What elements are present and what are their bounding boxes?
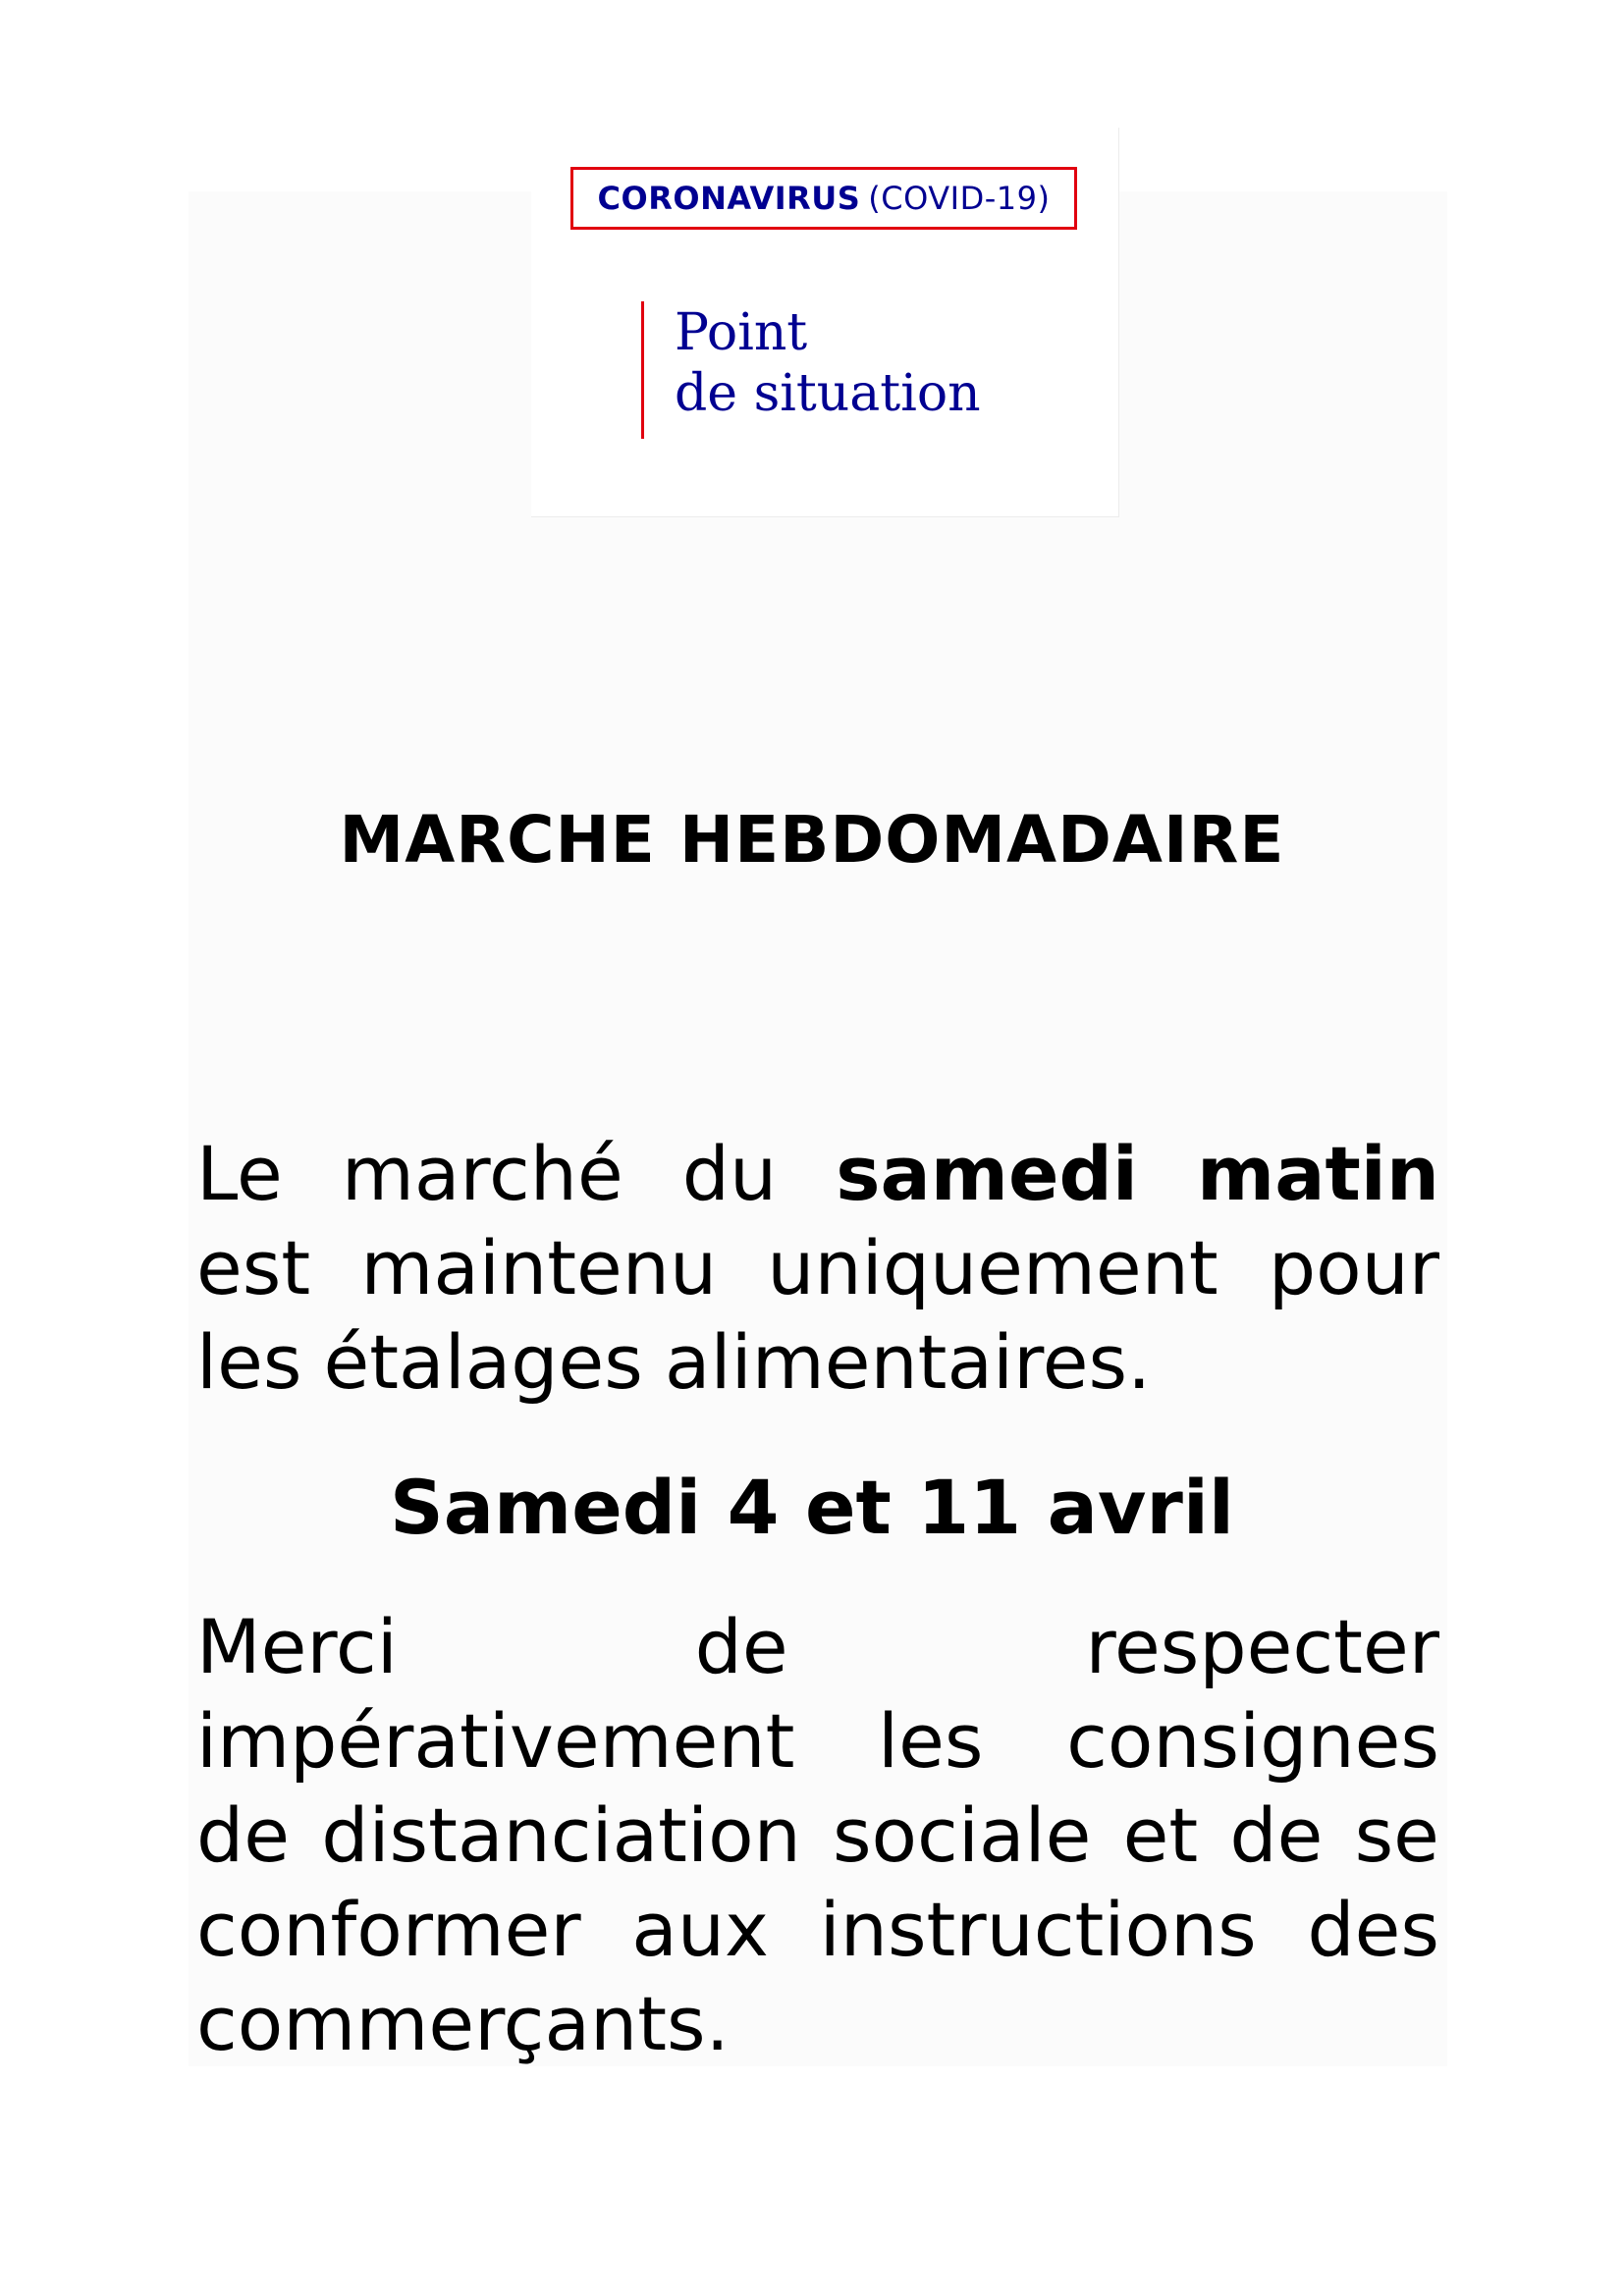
word: distanciation [321, 1791, 801, 1879]
paragraph-line [196, 1883, 1439, 1977]
word: se [1354, 1791, 1439, 1879]
word: maintenu [360, 1224, 718, 1311]
word: les [196, 1318, 302, 1406]
paragraph-line [196, 1977, 1439, 2071]
logo-banner-bold: CORONAVIRUS [597, 180, 861, 217]
word: et [1122, 1791, 1199, 1879]
word: consignes [1066, 1697, 1439, 1785]
announcement-paragraph [196, 1127, 1439, 1410]
page-title: MARCHE HEBDOMADAIRE [339, 802, 1285, 878]
paragraph-line [196, 1127, 1439, 1221]
covid-logo [531, 128, 1119, 517]
paragraph-line [196, 1315, 1439, 1410]
word: sociale [832, 1791, 1092, 1879]
word: Merci [196, 1603, 398, 1690]
word: de [694, 1603, 788, 1690]
paragraph-line [196, 1694, 1439, 1789]
word-bold: samedi [836, 1130, 1138, 1217]
logo-divider [641, 301, 644, 439]
logo-text [675, 302, 981, 424]
word: des [1307, 1886, 1439, 1973]
logo-banner [570, 167, 1077, 230]
logo-line-1: Point [675, 303, 808, 362]
logo-banner-light: (COVID-19) [868, 180, 1051, 217]
paragraph-line [196, 1600, 1439, 1694]
word: uniquement [767, 1224, 1218, 1311]
word: est [196, 1224, 311, 1311]
word: pour [1268, 1224, 1439, 1311]
word: conformer [196, 1886, 581, 1973]
word: de [196, 1791, 290, 1879]
word-bold: matin [1197, 1130, 1439, 1217]
word: impérativement [196, 1697, 795, 1785]
word: alimentaires. [664, 1318, 1152, 1406]
paragraph-line [196, 1789, 1439, 1883]
market-dates: Samedi 4 et 11 avril [390, 1464, 1234, 1551]
word: aux [631, 1886, 770, 1973]
word: marché [341, 1130, 623, 1217]
word: du [681, 1130, 778, 1217]
word: étalages [323, 1318, 643, 1406]
word: Le [196, 1130, 283, 1217]
word: instructions [819, 1886, 1257, 1973]
word: les [877, 1697, 984, 1785]
instructions-paragraph [196, 1600, 1439, 2071]
word: respecter [1085, 1603, 1439, 1690]
paragraph-line [196, 1221, 1439, 1315]
word: de [1229, 1791, 1324, 1879]
word: commerçants. [196, 1980, 730, 2067]
logo-line-2: de situation [675, 364, 981, 423]
